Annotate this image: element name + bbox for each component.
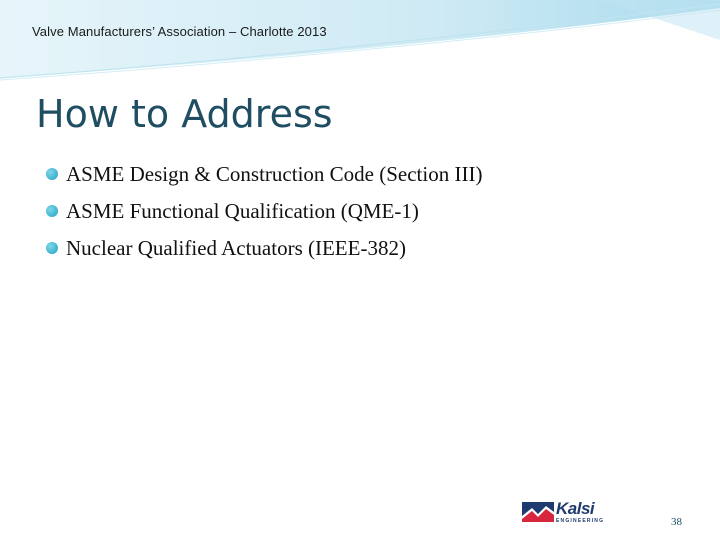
logo-mark-icon <box>522 502 554 522</box>
slide-title: How to Address <box>36 92 333 136</box>
bullet-item <box>44 193 482 230</box>
bullet-item <box>44 156 482 193</box>
bullet-icon <box>46 205 58 217</box>
kalsi-logo <box>522 499 614 524</box>
bullet-item <box>44 230 482 267</box>
logo-subtitle: ENGINEERING <box>556 518 605 524</box>
bullet-text: ASME Design & Construction Code (Section III) <box>66 162 483 186</box>
page-number: 38 <box>671 516 682 528</box>
header-text: Valve Manufacturers’ Association – Charlotte 2013 <box>32 24 327 39</box>
logo-name: Kalsi <box>556 499 595 518</box>
header-decoration <box>0 0 720 82</box>
bullet-text: Nuclear Qualified Actuators (IEEE-382) <box>66 236 406 260</box>
bullet-icon <box>46 168 58 180</box>
bullet-icon <box>46 242 58 254</box>
bullet-list <box>44 156 482 267</box>
bullet-text: ASME Functional Qualification (QME-1) <box>66 199 419 223</box>
